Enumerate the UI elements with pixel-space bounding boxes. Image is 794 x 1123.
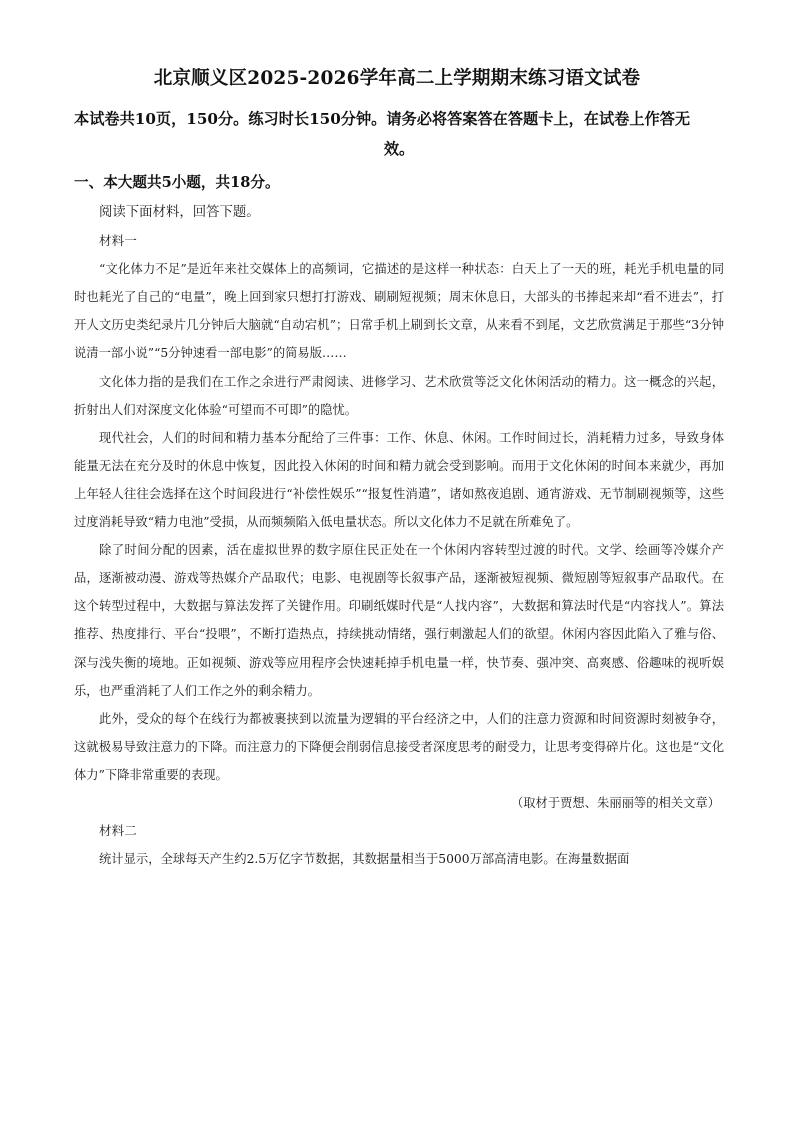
exam-instructions-line2: 效。 [383,140,415,158]
exam-title: 北京顺义区2025-2026学年高二上学期期末练习语文试卷 [153,68,641,89]
exam-instructions [74,104,724,164]
paragraph: 现代社会，人们的时间和精力基本分配给了三件事：工作、休息、休闲。工作时间过长，消耗精力过多，导致身体能量无法在充分及时的休息中恢复，因此投入休闲的时间和精力就会受到影响。而用于文化休闲的时间本来就少，再加上年轻人往往会选择在这个时间段进行“补偿性娱乐”“报复性消遣”，诸如熬夜追剧、通宵游戏、无节制刷视频等，这些过度消耗导致“精力电池”受损，从而频频陷入低电量状态。所以文化体力不足就在所难免了。 [74,430,724,530]
paragraph: “文化体力不足”是近年来社交媒体上的高频词，它描述的是这样一种状态：白天上了一天的班，耗光手机电量的同时也耗光了自己的“电量”，晚上回到家只想打打游戏、刷刷短视频；周末休息日，大部头的书捧起来却“看不进去”，打开人文历史类纪录片几分钟后大脑就“自动宕机”；日常手机上刷到长文章，从来看不到尾，文艺欣赏满足于那些“3分钟说清一部小说”“5分钟速看一部电影”的简易版…… [74,262,724,361]
paragraph: 此外，受众的每个在线行为都被裹挟到以流量为逻辑的平台经济之中，人们的注意力资源和时间资源时刻被争夺，这就极易导致注意力的下降。而注意力的下降便会削弱信息接受者深度思考的耐受力，让思考变得碎片化。这也是“文化体力”下降非常重要的表现。 [74,711,724,782]
source-citation: （取材于贾想、朱丽丽等的相关文章） [510,795,720,810]
paragraph: 统计显示，全球每天产生约2.5万亿字节数据，其数据量相当于5000万部高清电影。在海量数据面 [99,852,630,867]
paragraph: 文化体力指的是我们在工作之余进行严肃阅读、进修学习、艺术欣赏等泛文化休闲活动的精力。这一概念的兴起，折射出人们对深度文化体验“可望而不可即”的隐忧。 [74,374,724,417]
reading-instruction: 阅读下面材料，回答下题。 [99,205,260,220]
section-heading: 一、本大题共5小题，共18分。 [74,174,280,191]
reading-material [74,199,724,873]
material-label: 材料二 [99,823,137,839]
exam-instructions-line1: 本试卷共10页，150分。练习时长150分钟。请务必将答案答在答题卡上，在试卷上作答无 [74,110,691,128]
paragraph: 除了时间分配的因素，活在虚拟世界的数字原住民正处在一个休闲内容转型过渡的时代。文学、绘画等冷媒介产品，逐渐被动漫、游戏等热媒介产品取代；电影、电视剧等长叙事产品，逐渐被短视频、微短剧等短叙事产品取代。在这个转型过程中，大数据与算法发挥了关键作用。印刷纸媒时代是“人找内容”，大数据和算法时代是“内容找人”。算法推荐、热度排行、平台“投喂”，不断打造热点，持续挑动情绪，强行刺激起人们的欲望。休闲内容因此陷入了雅与俗、深与浅失衡的境地。正如视频、游戏等应用程序会快速耗掉手机电量一样，快节奏、强冲突、高爽感、俗趣味的视听娱乐，也严重消耗了人们工作之外的剩余精力。 [74,543,724,698]
material-label: 材料一 [99,233,137,249]
